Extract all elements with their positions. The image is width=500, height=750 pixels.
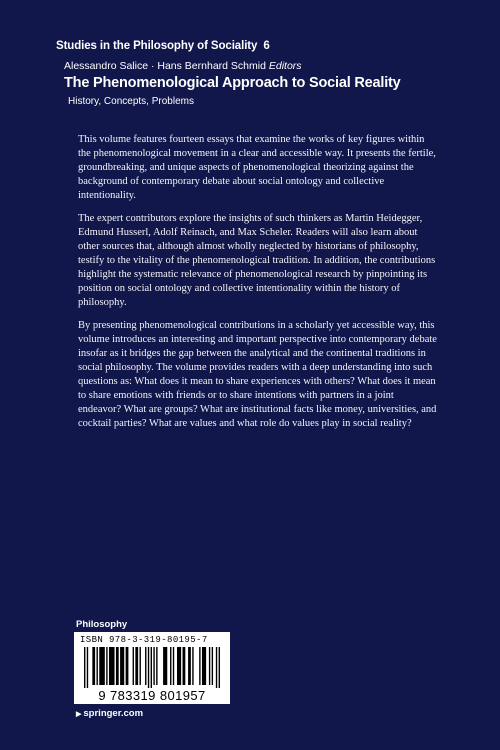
series-line xyxy=(56,40,270,52)
book-subtitle: History, Concepts, Problems xyxy=(68,96,194,107)
editor-names: Alessandro Salice · Hans Bernhard Schmid xyxy=(64,60,266,72)
arrow-icon: ▶ xyxy=(76,711,82,718)
barcode-bar xyxy=(151,647,152,688)
barcode-bar xyxy=(173,647,174,685)
barcode-bar xyxy=(148,647,149,688)
barcode-bar xyxy=(145,647,146,685)
series-name: Studies in the Philosophy of Sociality xyxy=(56,40,258,52)
barcode-bar xyxy=(156,647,157,685)
barcode-bar xyxy=(199,647,200,685)
publisher-link[interactable] xyxy=(76,708,143,719)
barcode-bar xyxy=(163,647,167,685)
barcode-bar xyxy=(192,647,193,685)
barcode-bar xyxy=(99,647,105,685)
barcode-bar xyxy=(219,647,220,688)
subject-category: Philosophy xyxy=(76,619,128,630)
blurb xyxy=(78,133,438,440)
barcode-bar xyxy=(120,647,124,685)
book-title: The Phenomenological Approach to Social Reality xyxy=(64,75,401,91)
barcode-bar xyxy=(126,647,129,685)
blurb-paragraph: This volume features fourteen essays that examine the works of key figures within the phenomenological movement in a clear and accessible way. It presents the fertile, groundbreaking, and unique aspects of phenomenological theorizing against the background of contemporary debate about social ontology and collective intentionality. xyxy=(78,134,436,201)
barcode-bar xyxy=(87,647,88,688)
editors-line xyxy=(64,60,302,72)
barcode-bar xyxy=(84,647,85,688)
barcode-bar xyxy=(133,647,134,685)
barcode-bar xyxy=(209,647,210,685)
series-volume: 6 xyxy=(263,40,270,52)
barcode-bar xyxy=(216,647,217,688)
barcode-bar xyxy=(109,647,115,685)
isbn-barcode xyxy=(74,632,230,704)
barcode-bar xyxy=(177,647,181,685)
barcode-bar xyxy=(170,647,171,685)
barcode-bars xyxy=(84,647,220,688)
ean-digits: 9 783319 801957 xyxy=(98,688,206,703)
editor-role: Editors xyxy=(268,60,302,72)
barcode-bar xyxy=(116,647,119,685)
isbn-label: ISBN 978-3-319-80195-7 xyxy=(80,635,208,645)
barcode-bar xyxy=(92,647,95,685)
barcode-bar xyxy=(140,647,141,685)
barcode-bar xyxy=(96,647,97,685)
barcode-bar xyxy=(183,647,186,685)
barcode-bar xyxy=(153,647,154,685)
barcode-bar xyxy=(188,647,191,685)
blurb-paragraph: By presenting phenomenological contributions in a scholarly yet accessible way, this volume introduces an interesting and important perspective into contemporary debate insofar as it bridges the gap between the analytical and the continental traditions in social philosophy. The volume provides readers with a deep understanding into such questions as: What does it mean to share experiences with others? What does it mean to share emotions with friends or to share intentions with partners in a joint endeavor? What are groups? What are institutional facts like money, universities, and cocktail parties? What are values and what role do values play in social reality? xyxy=(78,320,437,429)
barcode-bar xyxy=(202,647,206,685)
publisher-name: springer.com xyxy=(83,708,144,719)
blurb-paragraph: The expert contributors explore the insights of such thinkers as Martin Heidegger, Edmund Husserl, Adolf Reinach, and Max Scheler. Readers will also learn about other sources that, although almost wholly neglected by historians of philosophy, testify to the vitality of the phenomenological tradition. In addition, the contributions highlight the systematic relevance of phenomenological research by pinpointing its position on social ontology and collective intentionality within the history of philosophy. xyxy=(78,213,436,308)
barcode-bar xyxy=(212,647,213,685)
barcode-bar xyxy=(135,647,138,685)
barcode-bar xyxy=(106,647,107,685)
